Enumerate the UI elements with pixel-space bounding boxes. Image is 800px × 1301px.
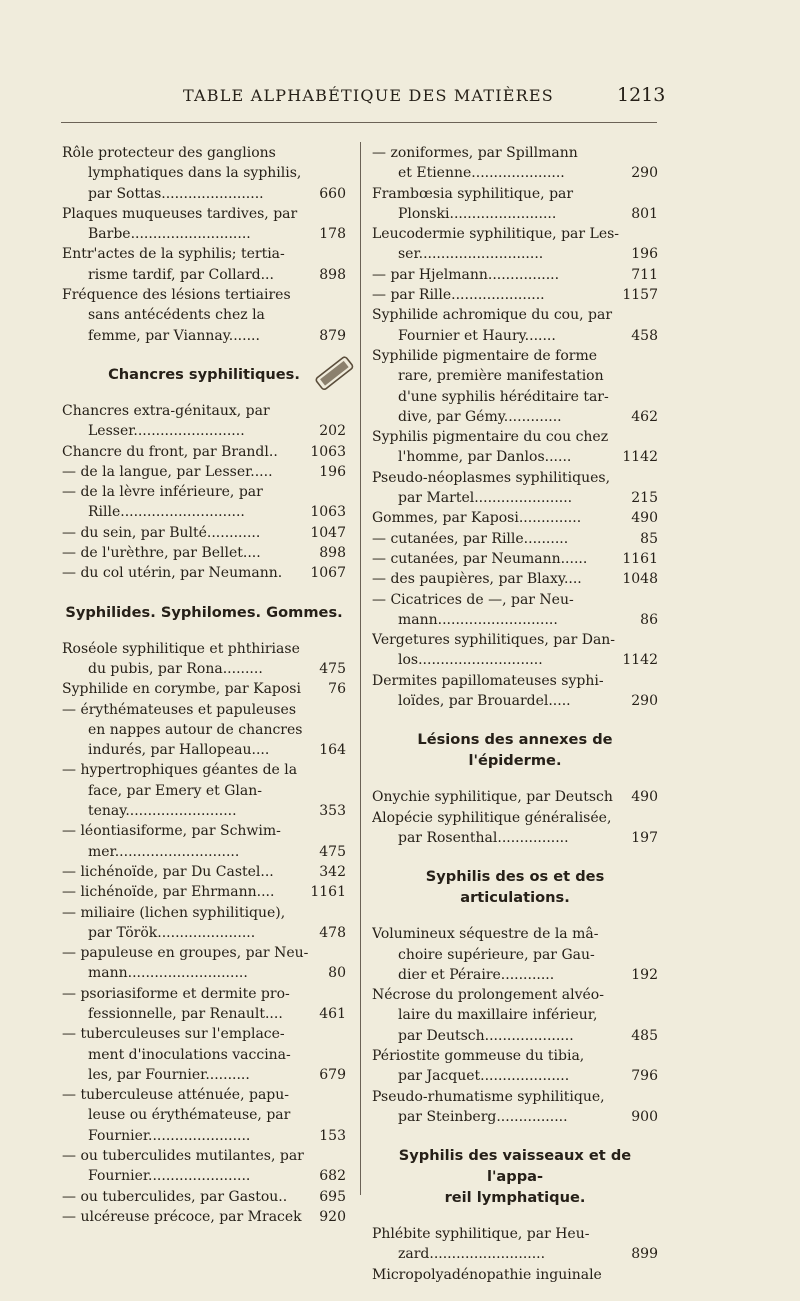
index-entry — [62, 401, 346, 442]
entry-page-ref: 196 — [319, 463, 346, 480]
entry-page-ref: 1063 — [310, 504, 346, 521]
entry-text-line: Chancres extra-génitaux, par — [62, 402, 270, 419]
entry-text-line: Syphilide pigmentaire de forme — [372, 347, 598, 364]
entry-page-ref: 490 — [631, 510, 658, 527]
index-entry — [62, 482, 346, 523]
entry-page-ref: 76 — [328, 681, 346, 698]
entry-page-ref: 461 — [319, 1005, 346, 1022]
entry-text-line: — de l'urèthre, par Bellet.... — [62, 545, 261, 562]
entry-text-line: dive, par Gémy............. — [398, 408, 562, 425]
entry-text-line: — ou tuberculides mutilantes, par — [62, 1148, 304, 1165]
index-entry — [62, 563, 346, 583]
entry-text-line: leuse ou érythémateuse, par — [88, 1107, 291, 1124]
entry-text-line: loïdes, par Brouardel..... — [398, 693, 571, 710]
index-entry — [62, 882, 346, 902]
index-entry — [372, 184, 658, 225]
entry-text-line: du pubis, par Rona......... — [88, 660, 263, 677]
section-heading: Syphilis des vaisseaux et de l'appa- reil lymphatique. — [398, 1147, 632, 1207]
index-entry — [62, 204, 346, 245]
index-entry — [62, 943, 346, 984]
index-entry — [372, 427, 658, 468]
entry-text-line: et Etienne..................... — [398, 165, 565, 182]
entry-page-ref: 682 — [319, 1168, 346, 1185]
entry-text-line: — par Rille..................... — [372, 287, 545, 304]
index-entry — [62, 862, 346, 882]
entry-text-line: Frambœsia syphilitique, par — [372, 185, 574, 202]
index-entry — [62, 903, 346, 944]
index-entry — [62, 1207, 346, 1227]
entry-text-line: l'homme, par Danlos...... — [398, 449, 572, 466]
section-heading: Chancres syphilitiques. — [108, 365, 300, 383]
entry-page-ref: 1161 — [622, 550, 658, 567]
entry-page-ref: 196 — [631, 246, 658, 263]
entry-page-ref: 1142 — [622, 449, 658, 466]
entry-text-line: Roséole syphilitique et phthiriase — [62, 640, 300, 657]
entry-text-line: Fréquence des lésions tertiaires — [62, 287, 291, 304]
entry-text-line: choire supérieure, par Gau- — [398, 946, 595, 963]
entry-page-ref: 353 — [319, 803, 346, 820]
index-entry — [372, 224, 658, 265]
entry-page-ref: 197 — [631, 829, 658, 846]
index-entry — [62, 543, 346, 563]
index-entry — [372, 508, 658, 528]
entry-text-line: Fournier et Haury....... — [398, 327, 556, 344]
entry-page-ref: 879 — [319, 327, 346, 344]
entry-text-line: — des paupières, par Blaxy.... — [372, 571, 582, 588]
entry-text-line: risme tardif, par Collard... — [88, 266, 274, 283]
entry-text-line: d'une syphilis héréditaire tar- — [398, 388, 609, 405]
entry-text-line: — lichénoïde, par Du Castel... — [62, 863, 274, 880]
entry-text-line: dier et Péraire............ — [398, 966, 555, 983]
index-entry — [372, 1224, 658, 1265]
entry-text-line: — hypertrophiques géantes de la — [62, 762, 298, 779]
column-divider — [360, 142, 361, 1195]
index-entry — [62, 639, 346, 680]
entry-page-ref: 1161 — [310, 884, 346, 901]
entry-text-line: — miliaire (lichen syphilitique), — [62, 904, 286, 921]
index-entry — [372, 468, 658, 509]
index-entry — [62, 984, 346, 1025]
entry-text-line: lymphatiques dans la syphilis, — [88, 165, 302, 182]
entry-text-line: par Sottas....................... — [88, 185, 264, 202]
entry-page-ref: 215 — [631, 490, 658, 507]
running-head: TABLE ALPHABÉTIQUE DES MATIÈRES — [183, 86, 554, 105]
entry-text-line: Alopécie syphilitique généralisée, — [372, 809, 612, 826]
entry-text-line: Barbe........................... — [88, 226, 251, 243]
entry-text-line: — de la lèvre inférieure, par — [62, 484, 263, 501]
entry-text-line: Rille............................ — [88, 504, 245, 521]
index-entry — [62, 523, 346, 543]
entry-text-line: Phlébite syphilitique, par Heu- — [372, 1226, 590, 1243]
entry-text-line: Volumineux séquestre de la mâ- — [372, 926, 599, 943]
entry-text-line: les, par Fournier.......... — [88, 1066, 250, 1083]
entry-text-line: zard.......................... — [398, 1246, 546, 1263]
entry-text-line: mann........................... — [88, 965, 248, 982]
entry-text-line: Vergetures syphilitiques, par Dan- — [372, 632, 616, 649]
entry-text-line: Leucodermie syphilitique, par Les- — [372, 226, 620, 243]
index-entry — [372, 305, 658, 346]
entry-text-line: — érythémateuses et papuleuses — [62, 701, 297, 718]
entry-text-line: — tuberculeuses sur l'emplace- — [62, 1026, 285, 1043]
entry-text-line: par Török...................... — [88, 924, 256, 941]
entry-text-line: Rôle protecteur des ganglions — [62, 145, 276, 161]
index-entry — [372, 1265, 658, 1285]
entry-text-line: Plaques muqueuses tardives, par — [62, 205, 298, 222]
section-heading: Lésions des annexes de l'épiderme. — [417, 731, 613, 770]
index-entry — [62, 760, 346, 821]
entry-text-line: — ou tuberculides, par Gastou.. — [62, 1188, 288, 1205]
index-entry — [372, 265, 658, 285]
entry-text-line: mer............................ — [88, 843, 240, 860]
entry-page-ref: 796 — [631, 1068, 658, 1085]
entry-text-line: ment d'inoculations vaccina- — [88, 1046, 291, 1063]
entry-page-ref: 490 — [631, 789, 658, 806]
entry-text-line: Micropolyadénopathie inguinale — [372, 1266, 602, 1283]
entry-text-line: Nécrose du prolongement alvéo- — [372, 987, 604, 1004]
entry-page-ref: 202 — [319, 423, 346, 440]
entry-text-line: laire du maxillaire inférieur, — [398, 1007, 598, 1024]
index-entry — [372, 1046, 658, 1087]
entry-page-ref: 899 — [631, 1246, 658, 1263]
entry-text-line: fessionnelle, par Renault.... — [88, 1005, 283, 1022]
index-entry — [372, 985, 658, 1046]
entry-text-line: sans antécédents chez la — [88, 307, 265, 324]
entry-text-line: en nappes autour de chancres — [88, 721, 303, 738]
entry-text-line: — cutanées, par Neumann...... — [372, 550, 588, 567]
index-entry — [62, 1146, 346, 1187]
entry-text-line: — papuleuse en groupes, par Neu- — [62, 945, 309, 962]
entry-page-ref: 1047 — [310, 524, 346, 541]
entry-page-ref: 1157 — [622, 287, 658, 304]
index-entry — [62, 1024, 346, 1085]
entry-page-ref: 711 — [631, 266, 658, 283]
entry-page-ref: 164 — [319, 742, 346, 759]
entry-text-line: Pseudo-néoplasmes syphilitiques, — [372, 469, 611, 486]
entry-page-ref: 290 — [631, 693, 658, 710]
index-entry — [372, 143, 658, 184]
index-entry — [372, 808, 658, 849]
entry-text-line: femme, par Viannay....... — [88, 327, 260, 344]
entry-page-ref: 475 — [319, 660, 346, 677]
index-entry — [372, 529, 658, 549]
entry-page-ref: 1067 — [310, 565, 346, 582]
entry-page-ref: 801 — [631, 205, 658, 222]
entry-text-line: Gommes, par Kaposi.............. — [372, 510, 582, 527]
entry-text-line: — ulcéreuse précoce, par Mracek — [62, 1208, 302, 1225]
index-entry — [372, 549, 658, 569]
entry-page-ref: 660 — [319, 185, 346, 202]
entry-text-line: — du sein, par Bulté............ — [62, 524, 261, 541]
section-heading: Syphilis des os et des articulations. — [425, 868, 605, 907]
index-entry — [62, 1085, 346, 1146]
entry-page-ref: 898 — [319, 266, 346, 283]
index-entry — [372, 1087, 658, 1128]
entry-text-line: Syphilis pigmentaire du cou chez — [372, 429, 609, 446]
entry-page-ref: 695 — [319, 1188, 346, 1205]
index-entry — [62, 244, 346, 285]
entry-text-line: — cutanées, par Rille.......... — [372, 530, 569, 547]
index-entry — [62, 462, 346, 482]
entry-text-line: — tuberculeuse atténuée, papu- — [62, 1087, 289, 1104]
entry-text-line: — zoniformes, par Spillmann — [372, 145, 578, 161]
index-entry — [372, 569, 658, 589]
index-entry — [62, 442, 346, 462]
entry-text-line: — du col utérin, par Neumann. — [62, 565, 283, 582]
right-column — [372, 143, 658, 1285]
entry-page-ref: 478 — [319, 924, 346, 941]
entry-page-ref: 462 — [631, 408, 658, 425]
entry-page-ref: 900 — [631, 1108, 658, 1125]
index-entry — [62, 821, 346, 862]
left-column — [62, 143, 346, 1227]
entry-page-ref: 1142 — [622, 652, 658, 669]
index-entry — [62, 285, 346, 346]
index-entry — [372, 590, 658, 631]
entry-text-line: — Cicatrices de —, par Neu- — [372, 591, 574, 608]
entry-page-ref: 153 — [319, 1127, 346, 1144]
entry-page-ref: 485 — [631, 1027, 658, 1044]
entry-text-line: Syphilide en corymbe, par Kaposi — [62, 681, 301, 698]
entry-text-line: indurés, par Hallopeau.... — [88, 742, 270, 759]
entry-page-ref: 85 — [640, 530, 658, 547]
index-entry — [372, 671, 658, 712]
entry-text-line: Onychie syphilitique, par Deutsch — [372, 789, 613, 806]
entry-text-line: par Deutsch.................... — [398, 1027, 574, 1044]
entry-text-line: — par Hjelmann................ — [372, 266, 560, 283]
entry-page-ref: 178 — [319, 226, 346, 243]
entry-page-ref: 290 — [631, 165, 658, 182]
entry-text-line: Chancre du front, par Brandl.. — [62, 443, 278, 460]
entry-page-ref: 80 — [328, 965, 346, 982]
header-rule — [61, 122, 657, 123]
entry-text-line: — psoriasiforme et dermite pro- — [62, 985, 290, 1002]
index-entry — [372, 924, 658, 985]
entry-text-line: — léontiasiforme, par Schwim- — [62, 823, 281, 840]
index-entry — [62, 679, 346, 699]
section-heading: Syphilides. Syphilomes. Gommes. — [65, 603, 343, 621]
index-entry — [372, 346, 658, 427]
entry-page-ref: 342 — [319, 863, 346, 880]
entry-page-ref: 86 — [640, 611, 658, 628]
entry-page-ref: 898 — [319, 545, 346, 562]
entry-text-line: los............................ — [398, 652, 543, 669]
entry-text-line: rare, première manifestation — [398, 368, 604, 385]
entry-text-line: — lichénoïde, par Ehrmann.... — [62, 884, 275, 901]
entry-text-line: tenay......................... — [88, 803, 237, 820]
index-entry — [62, 700, 346, 761]
entry-text-line: Lesser......................... — [88, 423, 245, 440]
entry-text-line: par Jacquet.................... — [398, 1068, 570, 1085]
entry-page-ref: 475 — [319, 843, 346, 860]
page-number: 1213 — [617, 84, 666, 106]
entry-text-line: par Steinberg................ — [398, 1108, 568, 1125]
entry-text-line: Dermites papillomateuses syphi- — [372, 672, 604, 689]
entry-page-ref: 1048 — [622, 571, 658, 588]
entry-page-ref: 1063 — [310, 443, 346, 460]
entry-page-ref: 458 — [631, 327, 658, 344]
entry-text-line: par Rosenthal................ — [398, 829, 569, 846]
index-entry — [372, 285, 658, 305]
entry-text-line: Entr'actes de la syphilis; tertia- — [62, 246, 285, 263]
entry-text-line: mann........................... — [398, 611, 558, 628]
entry-text-line: Fournier....................... — [88, 1127, 251, 1144]
entry-text-line: Fournier....................... — [88, 1168, 251, 1185]
entry-text-line: face, par Emery et Glan- — [88, 782, 262, 799]
entry-text-line: ser............................ — [398, 246, 544, 263]
entry-page-ref: 192 — [631, 966, 658, 983]
entry-text-line: par Martel...................... — [398, 490, 573, 507]
entry-text-line: Plonski........................ — [398, 205, 557, 222]
entry-page-ref: 679 — [319, 1066, 346, 1083]
entry-text-line: Périostite gommeuse du tibia, — [372, 1047, 585, 1064]
entry-text-line: Pseudo-rhumatisme syphilitique, — [372, 1088, 605, 1105]
index-entry — [62, 143, 346, 204]
entry-page-ref: 920 — [319, 1208, 346, 1225]
index-entry — [372, 787, 658, 807]
entry-text-line: — de la langue, par Lesser..... — [62, 463, 273, 480]
index-entry — [62, 1187, 346, 1207]
entry-text-line: Syphilide achromique du cou, par — [372, 307, 613, 324]
index-entry — [372, 630, 658, 671]
